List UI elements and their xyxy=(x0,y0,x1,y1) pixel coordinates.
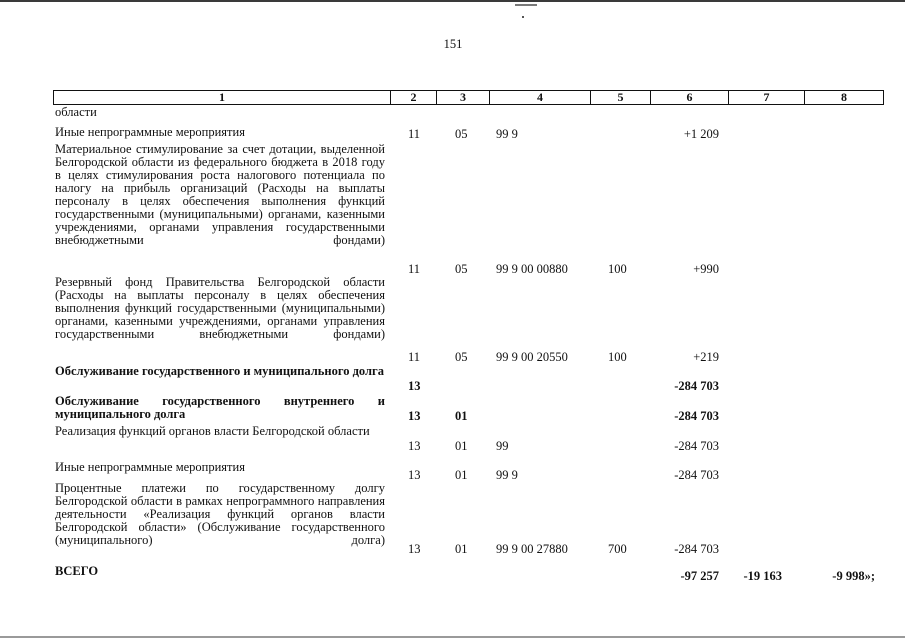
section-code: 13 xyxy=(408,409,421,423)
row-description: Обслуживание государственного внутреннего и муниципального долга xyxy=(55,394,385,421)
total-amount-2020: -9 998»; xyxy=(832,569,875,583)
amount-change: -284 703 xyxy=(674,379,719,393)
column-header-4: 4 xyxy=(490,91,591,104)
amount-change: +1 209 xyxy=(683,127,719,141)
subsection-code: 01 xyxy=(455,409,468,423)
scan-mark xyxy=(515,4,537,6)
expense-type-code: 100 xyxy=(608,262,627,276)
section-code: 11 xyxy=(408,127,421,141)
target-article-code: 99 9 xyxy=(496,468,518,482)
column-header-3: 3 xyxy=(437,91,490,104)
subsection-code: 01 xyxy=(455,542,468,556)
amount-change: +990 xyxy=(693,262,719,276)
amount-change: +219 xyxy=(693,350,719,364)
column-header-1: 1 xyxy=(54,91,391,104)
row-description: Резервный фонд Правительства Белгородской области (Расходы на выплаты персоналу в целях обеспечения выполнения функций государственными (муниципальными) органами, казенными учреждениями, органами управления государственными внебюджетными фондами) xyxy=(55,275,385,341)
scan-mark xyxy=(522,16,524,18)
total-amount-2018: -97 257 xyxy=(680,569,719,583)
column-header-8: 8 xyxy=(841,90,847,104)
subsection-code: 01 xyxy=(455,468,468,482)
total-amount-2019: -19 163 xyxy=(743,569,782,583)
expense-type-code: 100 xyxy=(608,350,627,364)
column-header-5: 5 xyxy=(591,91,651,104)
section-code: 13 xyxy=(408,439,421,453)
expense-type-code: 700 xyxy=(608,542,627,556)
subsection-code: 05 xyxy=(455,262,468,276)
subsection-code: 05 xyxy=(455,127,468,141)
column-header-7: 7 xyxy=(729,91,805,104)
section-code: 13 xyxy=(408,542,421,556)
target-article-code: 99 9 00 00880 xyxy=(496,262,568,276)
scan-bottom-edge xyxy=(0,636,905,638)
row-description: Материальное стимулирование за счет дотации, выделенной Белгородской области из федерального бюджета в 2018 году в целях стимулирования роста налогового потенциала по налогу на прибыль организаций (Расходы на выплаты персоналу в целях обеспечения выполнения функций государственными (муниципальными) органами, казенными учреждениями, органами управления государственными внебюджетными фондами) xyxy=(55,142,385,247)
row-description: области xyxy=(55,105,97,119)
amount-change: -284 703 xyxy=(674,409,719,423)
target-article-code: 99 xyxy=(496,439,509,453)
row-description: Реализация функций органов власти Белгородской области xyxy=(55,424,370,438)
section-code: 13 xyxy=(408,379,421,393)
amount-change: -284 703 xyxy=(674,468,719,482)
target-article-code: 99 9 xyxy=(496,127,518,141)
column-header-6: 6 xyxy=(651,91,729,104)
target-article-code: 99 9 00 20550 xyxy=(496,350,568,364)
scan-top-edge xyxy=(0,0,905,2)
row-description: Обслуживание государственного и муниципального долга xyxy=(55,364,384,378)
amount-change: -284 703 xyxy=(674,439,719,453)
subsection-code: 05 xyxy=(455,350,468,364)
table-header xyxy=(53,90,884,105)
subsection-code: 01 xyxy=(455,439,468,453)
total-label: ВСЕГО xyxy=(55,564,99,578)
page-number: 151 xyxy=(443,37,463,51)
section-code: 13 xyxy=(408,468,421,482)
row-description: Иные непрограммные мероприятия xyxy=(55,460,245,474)
amount-change: -284 703 xyxy=(674,542,719,556)
section-code: 11 xyxy=(408,350,421,364)
column-header-2: 2 xyxy=(391,91,437,104)
section-code: 11 xyxy=(408,262,421,276)
row-description: Иные непрограммные мероприятия xyxy=(55,125,245,139)
row-description: Процентные платежи по государственному долгу Белгородской области в рамках непрограммного направления деятельности «Реализация функций органов власти Белгородской области» (Обслуживание государственного (муниципального) долга) xyxy=(55,481,385,547)
target-article-code: 99 9 00 27880 xyxy=(496,542,568,556)
